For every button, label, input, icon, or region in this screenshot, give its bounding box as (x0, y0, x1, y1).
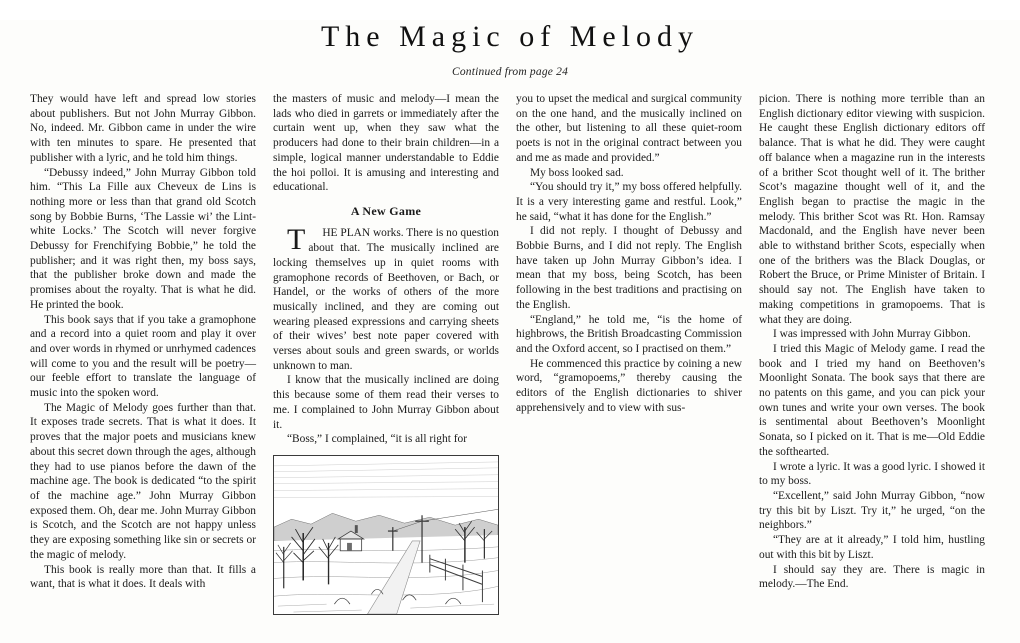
section-subheading: A New Game (350, 203, 422, 218)
article-column-4 (759, 92, 985, 592)
paragraph: “Debussy indeed,” John Murray Gibbon told him. “This La Fille aux Cheveux de Lins is nothing more or less than that grand old Scotch song by Bobbie Burns, ‘The Lassie wi’ the Lint-white Locks.’ The Scotch will never forgive Debussy for Frenchifying Bobbie,” he told the publisher; and it was right then, my boss says, that the publisher broke down and made the promises about the royalty. That is what he did. He printed the book. (30, 166, 256, 311)
paragraph: He commenced this practice by coining a new word, “gramopoems,” thereby causing the editors of the English dictionaries to shiver apprehensively and to view with sus- (516, 357, 742, 414)
paragraph: They would have left and spread low stories about publishers. But not John Murray Gibbon. No, indeed. Mr. Gibbon came in under the wire with ten minutes to spare. He presented that publisher with a lyric, and he told him things. (30, 93, 256, 164)
paragraph: “Excellent,” said John Murray Gibbon, “now try this bit by Liszt. Try it,” he urged, “on the neighbors.” (759, 489, 985, 532)
paragraph: I was impressed with John Murray Gibbon. (773, 328, 971, 341)
article-page (0, 20, 1020, 643)
paragraph-with-dropcap (273, 223, 499, 373)
paragraph: I did not reply. I thought of Debussy and Bobbie Burns, and I did not reply. The English have taken up John Murray Gibbon’s idea. I mean that my boss, being Scotch, has been following in the best traditions and practising on the English. (516, 225, 742, 311)
illustration-container (273, 455, 499, 615)
article-column-1 (30, 92, 256, 592)
continued-from-note: Continued from page 24 (451, 66, 569, 78)
paragraph: “They are at it already,” I told him, hustling out with this bit by Liszt. (759, 534, 985, 561)
paragraph: “England,” he told me, “is the home of highbrows, the British Broadcasting Commission and the Oxford accent, so I practised on them.” (516, 313, 742, 355)
paragraph: picion. There is nothing more terrible than an English dictionary editor viewing with suspicion. He caught these English dictionary editors off balance. That is what he did. They were caught off balance when a magazine run in the interests of a brither Scot thought well of it. The brither Scot’s magazine thought well of it, and the English began to practise the magic in the melody. This brither Scot was Rt. Hon. Ramsay Macdonald, and the English have never been able to withstand brither Scots, especially when one of the brithers was the Black Douglas, or Robert the Bruce, or Prime Minister of Britain. I should say not. The English have taken to making competitions in gramopoems. That is what they are doing. (759, 93, 985, 326)
paragraph: This book is really more than that. It fills a want, that is what it does. It deals with (30, 563, 256, 591)
drop-cap: T (287, 223, 306, 257)
paragraph: “Boss,” I complained, “it is all right for (287, 433, 467, 446)
paragraph: “You should try it,” my boss offered helpfully. It is a very interesting game and restful. Look,” he said, “what it has done for the English.” (516, 181, 742, 223)
paragraph: I know that the musically inclined are doing this because some of them read their verses to me. I complained to John Murray Gibbon about it. (273, 374, 499, 431)
paragraph: The Magic of Melody goes further than that. It exposes trade secrets. That is what it does. It proves that the major poets and musicians knew about this secret down through the ages, although they had to use pianos before the dawn of the machine age. The book is dedicated “to the spirit of the machine age.” John Murray Gibbon exposed them. Oh, dear me. John Murray Gibbon is Scotch, and the Scotch are not happy unless they are exposing something like sin or secrets or the magic of melody. (30, 401, 256, 561)
article-column-3 (516, 92, 742, 415)
paragraph: This book says that if you take a gramophone and a record into a quiet room and play it over and over words in rhymed or unrhymed cadences will come to you and the result will be poetry—our feeble effort to translate the language of music into the spoken word. (30, 313, 256, 400)
paragraph: My boss looked sad. (530, 166, 624, 179)
article-end-paragraph: I should say they are. There is magic in melody.—The End. (759, 563, 985, 591)
article-column-2 (273, 92, 499, 615)
illustration-artwork (274, 456, 498, 614)
paragraph-text: HE PLAN works. There is no question about that. The musically inclined are locking themselves up in quiet rooms with gramophone records of Beethoven, or Bach, or Handel, or the works of others of the more musically inclined, and they are coming out wearing pleased expressions and carrying sheets of their wives’ best note paper covered with verses about souls and green swards, or worlds unknown to man. (273, 227, 499, 372)
winter-landscape-illustration (273, 455, 499, 615)
paragraph: you to upset the medical and surgical community on the one hand, and the musically inclined on the other, but listening to all these quiet-room poets is not in the original contract between you and me as made and provided.” (516, 93, 742, 164)
article-columns (0, 92, 1020, 615)
paragraph: the masters of music and melody—I mean the lads who died in garrets or immediately after the curtain went up, when they saw what the producers had done to their brain children—in a simple, logical manner understandable to Eddie the hoi polloi. It is amusing and interesting and educational. (273, 93, 499, 194)
page-title: The Magic of Melody (320, 20, 700, 53)
paragraph: I tried this Magic of Melody game. I read the book and I tried my hand on Beethoven’s Moonlight Sonata. The book says that there are no patents on this game, and you can pick your own tunes and write your own verses. The book is sentimental about Beethoven’s Moonlight Sonata, so I picked on it. That is me—Old Eddie the softhearted. (759, 342, 985, 458)
paragraph: I wrote a lyric. It was a good lyric. I showed it to my boss. (759, 460, 985, 488)
